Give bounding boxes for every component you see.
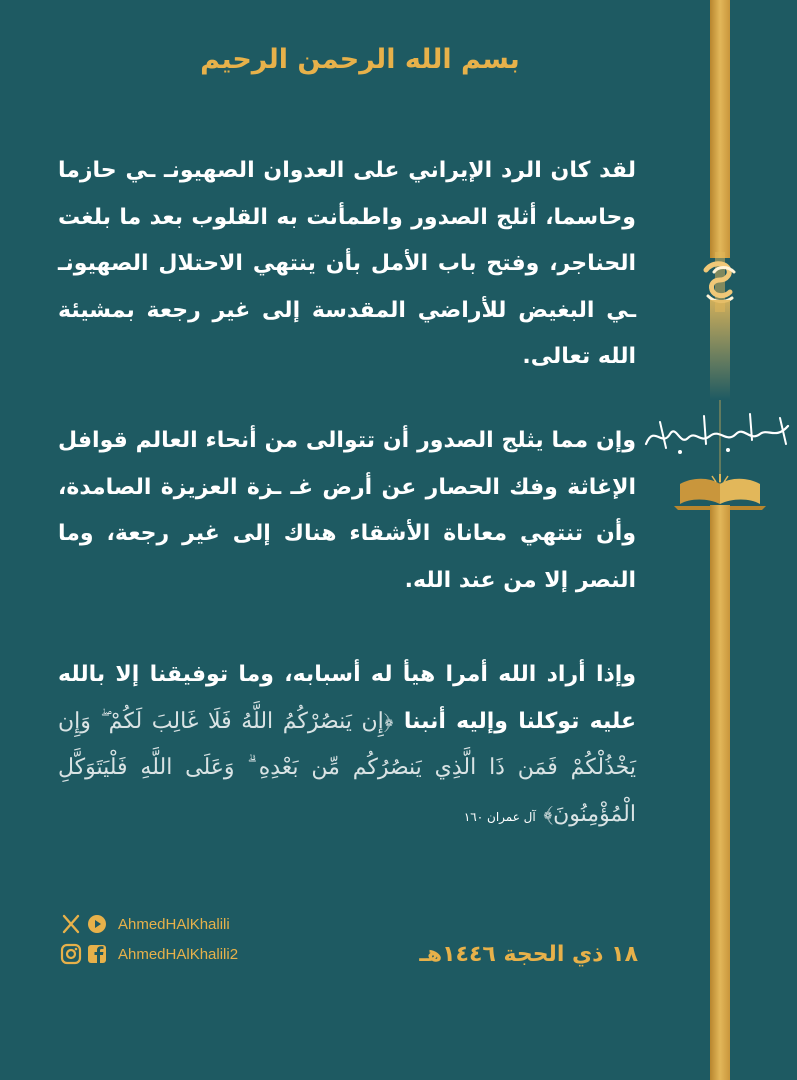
- youtube-icon[interactable]: [86, 913, 108, 935]
- basmala-heading: بسم الله الرحمن الرحيم: [200, 44, 520, 75]
- social-row-1: [60, 912, 230, 936]
- quran-verse: ﴿إِن يَنصُرْكُمُ اللَّهُ فَلَا غَالِبَ لَكُمْ ۖ وَإِن يَخْذُلْكُمْ فَمَن ذَا الَّذِي يَنصُرُكُم مِّن بَعْدِهِ ۗ وَعَلَى اللَّهِ فَلْيَتَوَكَّلِ الْمُؤْمِنُونَ﴾: [58, 708, 636, 827]
- x-icon[interactable]: [60, 913, 82, 935]
- signature-logo: [640, 404, 796, 460]
- social-handle-2[interactable]: AhmedHAlKhalili2: [118, 945, 239, 963]
- gold-rope-fade: [710, 300, 730, 400]
- hijri-date: ١٨ ذي الحجة ١٤٤٦هـ: [419, 942, 638, 967]
- paragraph-3: [58, 652, 636, 840]
- social-handle-1[interactable]: AhmedHAlKhalili: [118, 915, 230, 933]
- facebook-icon[interactable]: [86, 943, 108, 965]
- paragraph-1: لقد كان الرد الإيراني على العدوان الصهيونـ ـي حازما وحاسما، أثلج الصدور واطمأنت به القلوب بعد ما بلغت الحناجر، وفتح باب الأمل بأن ينتهي الاحتلال الصهيونـ ـي البغيض للأراضي المقدسة إلى غير رجعة بمشيئة الله تعالى.: [58, 158, 636, 369]
- verse-reference: آل عمران ١٦٠: [463, 809, 536, 824]
- gold-rope-bottom: [710, 505, 730, 1080]
- social-row-2: [60, 942, 238, 966]
- gold-rope-top: [710, 0, 730, 258]
- paragraph-2: وإن مما يثلج الصدور أن تتوالى من أنحاء العالم قوافل الإغاثة وفك الحصار عن أرض غـ ـزة العزيزة الصامدة، وأن تنتهي معاناة الأشقاء هناك إلى غير رجعة، وما النصر إلا من عند الله.: [58, 428, 636, 593]
- instagram-icon[interactable]: [60, 943, 82, 965]
- paragraph-3-text: وإذا أراد الله أمرا هيأ له أسبابه، وما توفيقنا إلا بالله عليه توكلنا وإليه أنبنا: [58, 662, 636, 734]
